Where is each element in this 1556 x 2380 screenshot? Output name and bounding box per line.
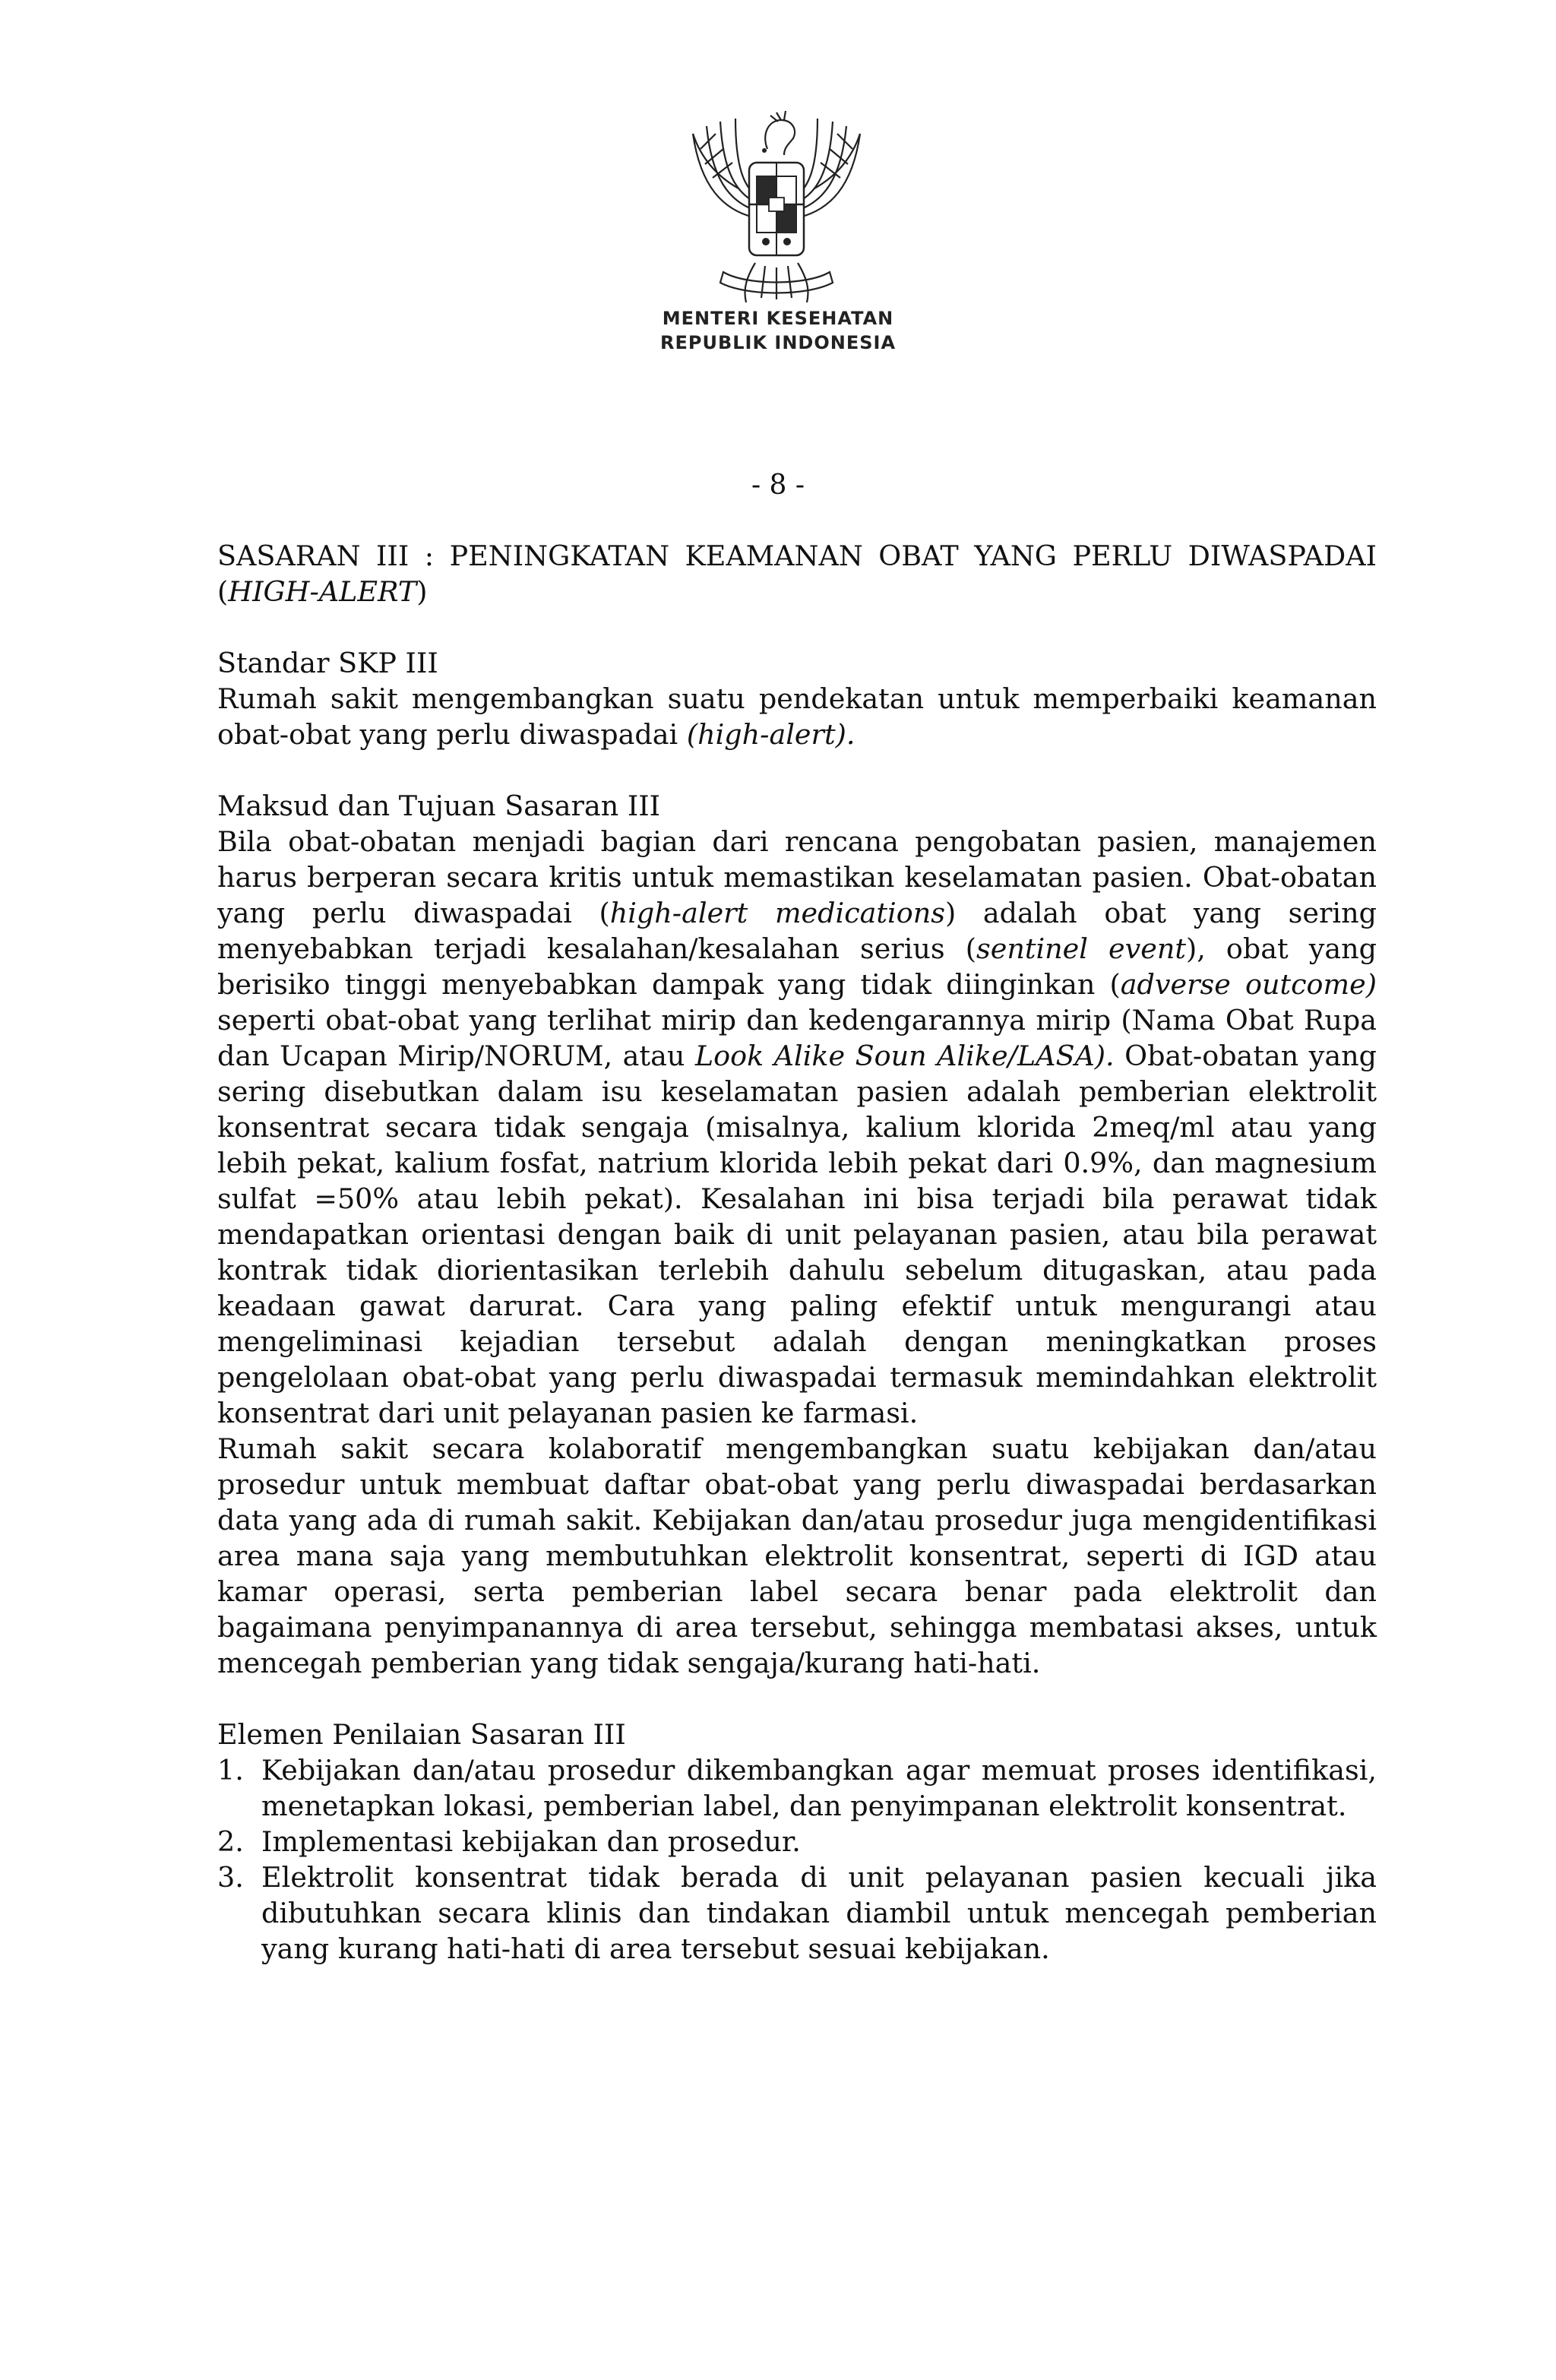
purpose-paragraph-2: Rumah sakit secara kolaboratif mengembangkan suatu kebijakan dan/atau prosedur untuk membuat daftar obat-obat yang perlu diwaspadai berdasarkan data yang ada di rumah sakit. Kebijakan dan/atau prosedur juga mengidentifikasi area mana saja yang membutuhkan elektrolit konsentrat, seperti di IGD atau kamar operasi, serta pemberian label secara benar pada elektrolit dan bagaimana penyimpanannya di area tersebut, sehingga membatasi akses, untuk mencegah pemberian yang tidak sengaja/kurang hati-hati. (217, 1432, 1377, 1679)
elements-list (217, 1752, 1377, 1967)
purpose-paragraph-1 (217, 824, 1377, 1431)
list-item (217, 1859, 1377, 1967)
garuda-emblem-svg (670, 103, 883, 309)
section-title-line1: SASARAN III : PENINGKATAN KEAMANAN OBAT YANG PERLU DIWASPADAI (217, 540, 1377, 572)
ministry-country: REPUBLIK INDONESIA (659, 332, 897, 353)
list-item-number: 2. (217, 1825, 244, 1858)
p1-part-b: ) adalah obat yang sering menyebabkan terjadi kesalahan/kesalahan serius ( (217, 897, 1377, 965)
page-number: - 8 - (751, 470, 805, 501)
p1-italic-4: Look Alike Soun Alike/LASA). (694, 1040, 1115, 1072)
p1-part-c: ), obat yang berisiko tinggi menyebabkan dampak yang tidak diinginkan ( (217, 932, 1377, 1001)
standard-heading: Standar SKP III (217, 647, 438, 679)
p1-italic-1: high-alert medications (609, 897, 945, 929)
p1-italic-3: adverse outcome) (1120, 968, 1377, 1001)
title-paren-close: ) (416, 575, 428, 608)
p1-italic-2: sentinel event (976, 932, 1187, 965)
document-body (217, 538, 1377, 1967)
p1-part-a: Bila obat-obatan menjadi bagian dari rencana pengobatan pasien, manajemen harus berperan secara kritis untuk memastikan keselamatan pasien. Obat-obatan yang perlu diwaspadai ( (217, 825, 1377, 929)
standard-text-italic: (high-alert). (686, 718, 855, 751)
purpose-heading: Maksud dan Tujuan Sasaran III (217, 790, 661, 822)
list-item-number: 3. (217, 1861, 244, 1894)
elements-heading: Elemen Penilaian Sasaran III (217, 1718, 626, 1751)
list-item-text: Implementasi kebijakan dan prosedur. (261, 1825, 801, 1858)
standard-text (217, 681, 1377, 752)
garuda-emblem-icon (670, 103, 883, 309)
title-high-alert: HIGH-ALERT (228, 575, 417, 608)
ministry-name: MENTERI KESEHATAN (662, 308, 894, 329)
list-item (217, 1824, 1377, 1859)
list-item (217, 1752, 1377, 1824)
list-item-text: Kebijakan dan/atau prosedur dikembangkan agar memuat proses identifikasi, menetapkan lokasi, pemberian label, dan penyimpanan elektrolit konsentrat. (261, 1754, 1377, 1822)
list-item-text: Elektrolit konsentrat tidak berada di unit pelayanan pasien kecuali jika dibutuhkan secara klinis dan tindakan diambil untuk mencegah pemberian yang kurang hati-hati di area tersebut sesuai kebijakan. (261, 1861, 1377, 1965)
list-item-number: 1. (217, 1754, 244, 1787)
p1-part-d: seperti obat-obat yang terlihat mirip dan kedengarannya mirip (Nama Obat Rupa dan Ucapan Mirip/NORUM, atau (217, 1004, 1377, 1072)
title-paren-open: ( (217, 575, 229, 608)
p1-part-e: Obat-obatan yang sering disebutkan dalam isu keselamatan pasien adalah pemberian elektrolit konsentrat secara tidak sengaja (misalnya, kalium klorida 2meq/ml atau yang lebih pekat, kalium fosfat, natrium klorida lebih pekat dari 0.9%, dan magnesium sulfat =50% atau lebih pekat). Kesalahan ini bisa terjadi bila perawat tidak mendapatkan orientasi dengan baik di unit pelayanan pasien, atau bila perawat kontrak tidak diorientasikan terlebih dahulu sebelum ditugaskan, atau pada keadaan gawat darurat. Cara yang paling efektif untuk mengurangi atau mengeliminasi kejadian tersebut adalah dengan meningkatkan proses pengelolaan obat-obat yang perlu diwaspadai termasuk memindahkan elektrolit konsentrat dari unit pelayanan pasien ke farmasi. (217, 1040, 1377, 1429)
section-title-line2 (217, 574, 1377, 609)
standard-text-main: Rumah sakit mengembangkan suatu pendekatan untuk memperbaiki keamanan obat-obat yang perlu diwaspadai (217, 682, 1377, 751)
